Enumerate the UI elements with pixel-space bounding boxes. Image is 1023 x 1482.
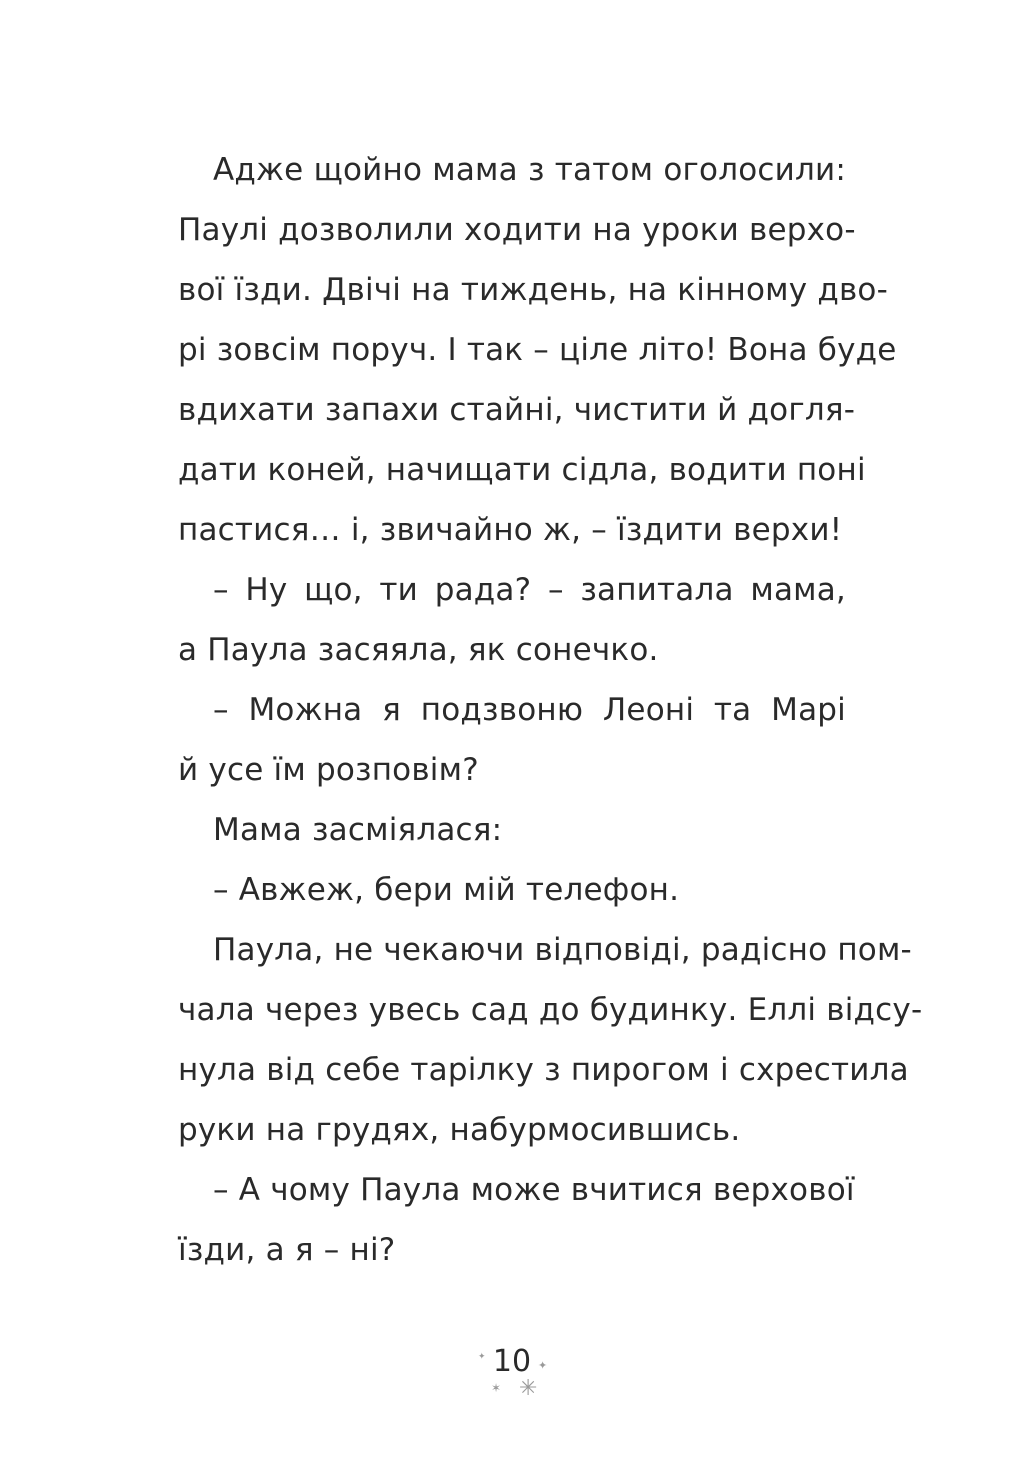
text-line: пастися… і, звичайно ж, – їздити верхи! [178, 512, 843, 548]
text-line: Адже щойно мама з татом оголосили: [213, 152, 846, 188]
text-line: – Можна я подзвоню Леоні та Марі [213, 692, 846, 728]
text-line: нула від себе тарілку з пирогом і схрестила [178, 1052, 909, 1088]
text-line: Паула, не чекаючи відповіді, радісно пом- [213, 932, 912, 968]
text-line: руки на грудях, набурмосившись. [178, 1112, 741, 1148]
text-line: вдихати запахи стайні, чистити й догля- [178, 392, 856, 428]
text-line: рі зовсім поруч. І так – ціле літо! Вона буде [178, 332, 897, 368]
text-line: чала через увесь сад до будинку. Еллі відсу- [178, 992, 923, 1028]
page-number: 10 [492, 1344, 532, 1379]
small-star-icon: ✦ [478, 1352, 486, 1362]
text-line: їзди, а я – ні? [178, 1232, 396, 1268]
text-line: – Авжеж, бери мій телефон. [213, 872, 680, 908]
star-icon: ✳ [519, 1376, 538, 1401]
text-line: Мама засміялася: [213, 812, 503, 848]
text-line: дати коней, начищати сідла, водити поні [178, 452, 866, 488]
text-line: вої їзди. Двічі на тиждень, на кінному дво- [178, 272, 888, 308]
small-star-icon: ✦ [538, 1359, 548, 1372]
text-line: а Паула засяяла, як сонечко. [178, 632, 659, 668]
small-star-icon: ✶ [491, 1381, 502, 1395]
text-line: й усе їм розповім? [178, 752, 479, 788]
text-line: Паулі дозволили ходити на уроки верхо- [178, 212, 856, 248]
text-line: – Ну що, ти рада? – запитала мама, [213, 572, 846, 608]
text-line: – А чому Паула може вчитися верхової [213, 1172, 855, 1208]
